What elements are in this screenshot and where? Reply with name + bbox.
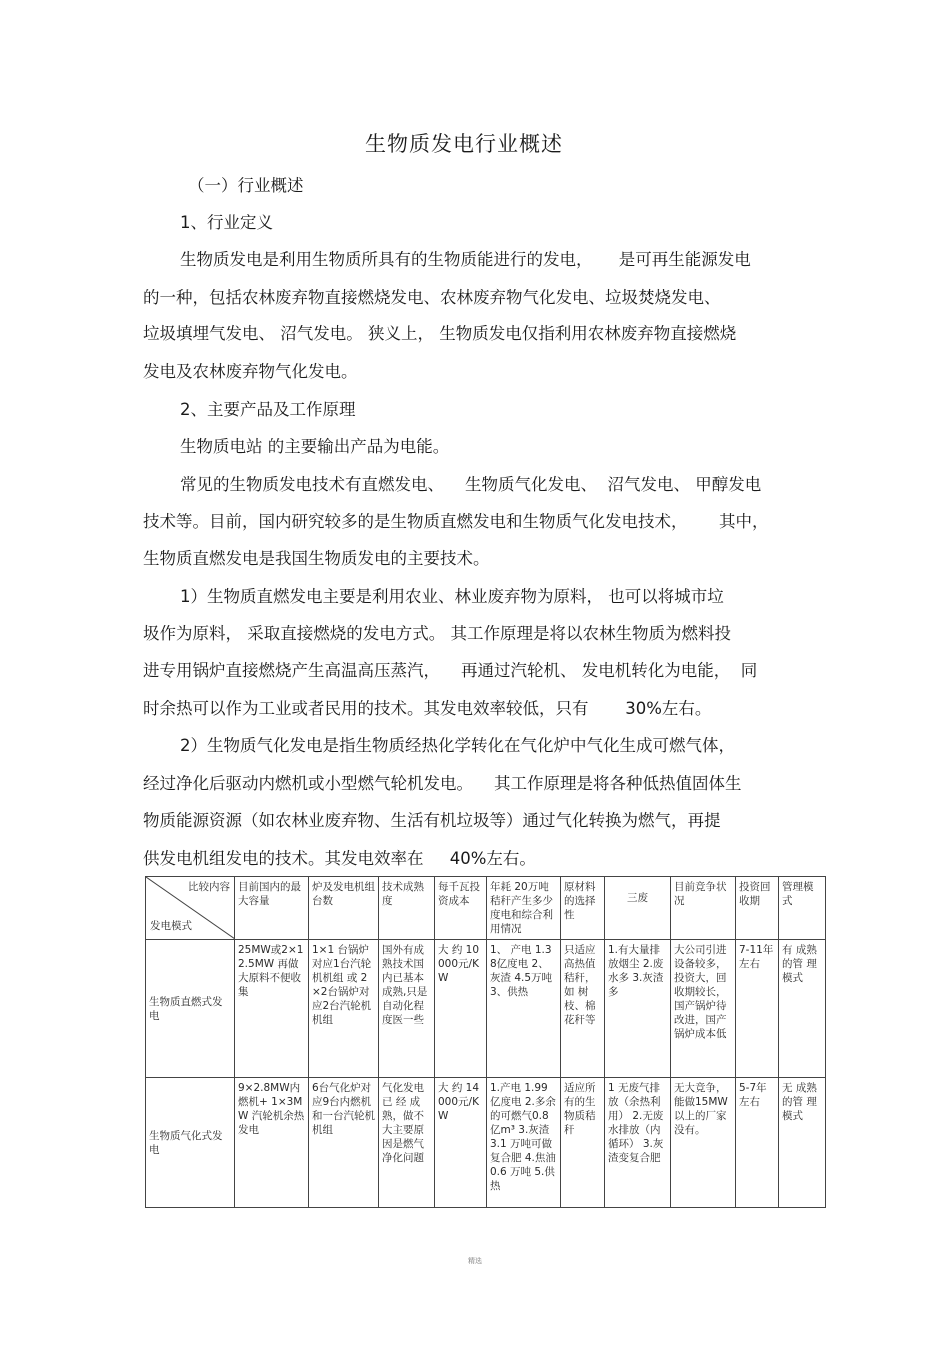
table-cell: 大 约 10000元/KW [435,940,487,1078]
table-header-row [146,877,826,940]
table-cell: 有 成熟 的管 理模式 [779,940,826,1078]
paragraph-line: 1）生物质直燃发电主要是利用农业、林业废弃物为原料， 也可以将城市垃 [180,587,724,606]
column-header: 投资回收期 [736,877,779,940]
table-cell: 气化发电 已 经 成熟，做不大主要原因是燃气净化问题 [379,1078,435,1208]
table-cell: 1.产电 1.99亿度电 2.多余的可燃气0.8亿m³ 3.灰渣 3.1 万吨可做复合肥 4.焦油 0.6 万吨 5.供热 [487,1078,561,1208]
table-cell: 只适应高热值秸秆，如 树枝、棉花秆等 [561,940,605,1078]
corner-top-label: 比较内容 [188,881,230,893]
table-cell: 5-7年左右 [736,1078,779,1208]
paragraph-line: 供发电机组发电的技术。其发电效率在 40%左右。 [143,849,536,868]
column-header: 三废 [605,877,671,940]
column-header: 每千瓦投资成本 [435,877,487,940]
column-header: 管理模式 [779,877,826,940]
paragraph-line: 常见的生物质发电技术有直燃发电、 生物质气化发电、 沼气发电、 甲醇发电 [180,475,762,494]
table-cell: 7-11年 左右 [736,940,779,1078]
comparison-table [145,876,826,1208]
table-cell: 1 无废气排放（余热利用） 2.无废水排放（内循环） 3.灰渣变复合肥 [605,1078,671,1208]
table-cell: 大公司引进设备较多，投资大，回收期较长，国产锅炉待改进，国产锅炉成本低 [671,940,736,1078]
table-cell: 25MW或2×12.5MW 再做大原料不便收集 [235,940,309,1078]
page-footer: 精选 [468,1257,482,1265]
paragraph-line: 垃圾填埋气发电、 沼气发电。 狭义上， 生物质发电仅指利用农林废弃物直接燃烧 [143,324,737,343]
column-header: 目前竞争状况 [671,877,736,940]
column-header: 原材料的选择性 [561,877,605,940]
subsection-heading: 2、主要产品及工作原理 [180,400,356,419]
table-row [146,1078,826,1208]
table-cell: 1×1 台锅炉对应1台汽轮机机组 或 2×2台锅炉对应2台汽轮机 机组 [309,940,379,1078]
subsection-heading: 1、行业定义 [180,213,273,232]
corner-bottom-label: 发电模式 [150,920,192,932]
paragraph-line: 物质能源资源（如农林业废弃物、生活有机垃圾等）通过气化转换为燃气，再提 [143,811,721,830]
paragraph-line: 发电及农林废弃物气化发电。 [143,362,358,381]
section-heading: （一）行业概述 [188,176,304,195]
table-row [146,940,826,1078]
paragraph-line: 2）生物质气化发电是指生物质经热化学转化在气化炉中气化生成可燃气体， [180,736,735,755]
table-cell: 无 成熟 的管 理模式 [779,1078,826,1208]
paragraph-line: 圾作为原料， 采取直接燃烧的发电方式。 其工作原理是将以农林生物质为燃料投 [143,624,731,643]
column-header: 目前国内的最大容量 [235,877,309,940]
table-cell: 1、 产电 1.38亿度电 2、灰渣 4.5万吨 3、供热 [487,940,561,1078]
table-cell: 无大竞争，能做15MW以上的厂家没有。 [671,1078,736,1208]
table-corner-cell [146,877,235,940]
paragraph-line: 生物质发电是利用生物质所具有的生物质能进行的发电， 是可再生能源发电 [180,250,751,269]
table-cell: 大 约 14000元/KW [435,1078,487,1208]
paragraph-line: 的一种，包括农林废弃物直接燃烧发电、农林废弃物气化发电、垃圾焚烧发电、 [143,288,721,307]
row-label: 生物质直燃式发电 [146,940,235,1078]
paragraph-line: 技术等。目前，国内研究较多的是生物质直燃发电和生物质气化发电技术， 其中， [143,512,769,531]
row-label: 生物质气化式发电 [146,1078,235,1208]
table-cell: 适应所有的生物质秸秆 [561,1078,605,1208]
table-cell: 9×2.8MW内燃机+ 1×3MW 汽轮机余热发电 [235,1078,309,1208]
table-cell: 1.有大量排放烟尘 2.废水多 3.灰渣多 [605,940,671,1078]
page-title: 生物质发电行业概述 [365,132,563,156]
table-cell: 国外有成熟技术国内已基本成熟,只是自动化程度医一些 [379,940,435,1078]
paragraph-line: 经过净化后驱动内燃机或小型燃气轮机发电。 其工作原理是将各种低热值固体生 [143,774,742,793]
paragraph-line: 时余热可以作为工业或者民用的技术。其发电效率较低，只有 30%左右。 [143,699,712,718]
paragraph-line: 生物质直燃发电是我国生物质发电的主要技术。 [143,549,490,568]
paragraph-line: 生物质电站 的主要输出产品为电能。 [180,437,450,456]
paragraph-line: 进专用锅炉直接燃烧产生高温高压蒸汽， 再通过汽轮机、 发电机转化为电能， 同 [143,661,758,680]
column-header: 技术成熟度 [379,877,435,940]
column-header: 炉及发电机组台数 [309,877,379,940]
column-header: 年耗 20万吨秸秆产生多少度电和综合利用情况 [487,877,561,940]
table-cell: 6台气化炉对应9台内燃机和一台汽轮机机组 [309,1078,379,1208]
